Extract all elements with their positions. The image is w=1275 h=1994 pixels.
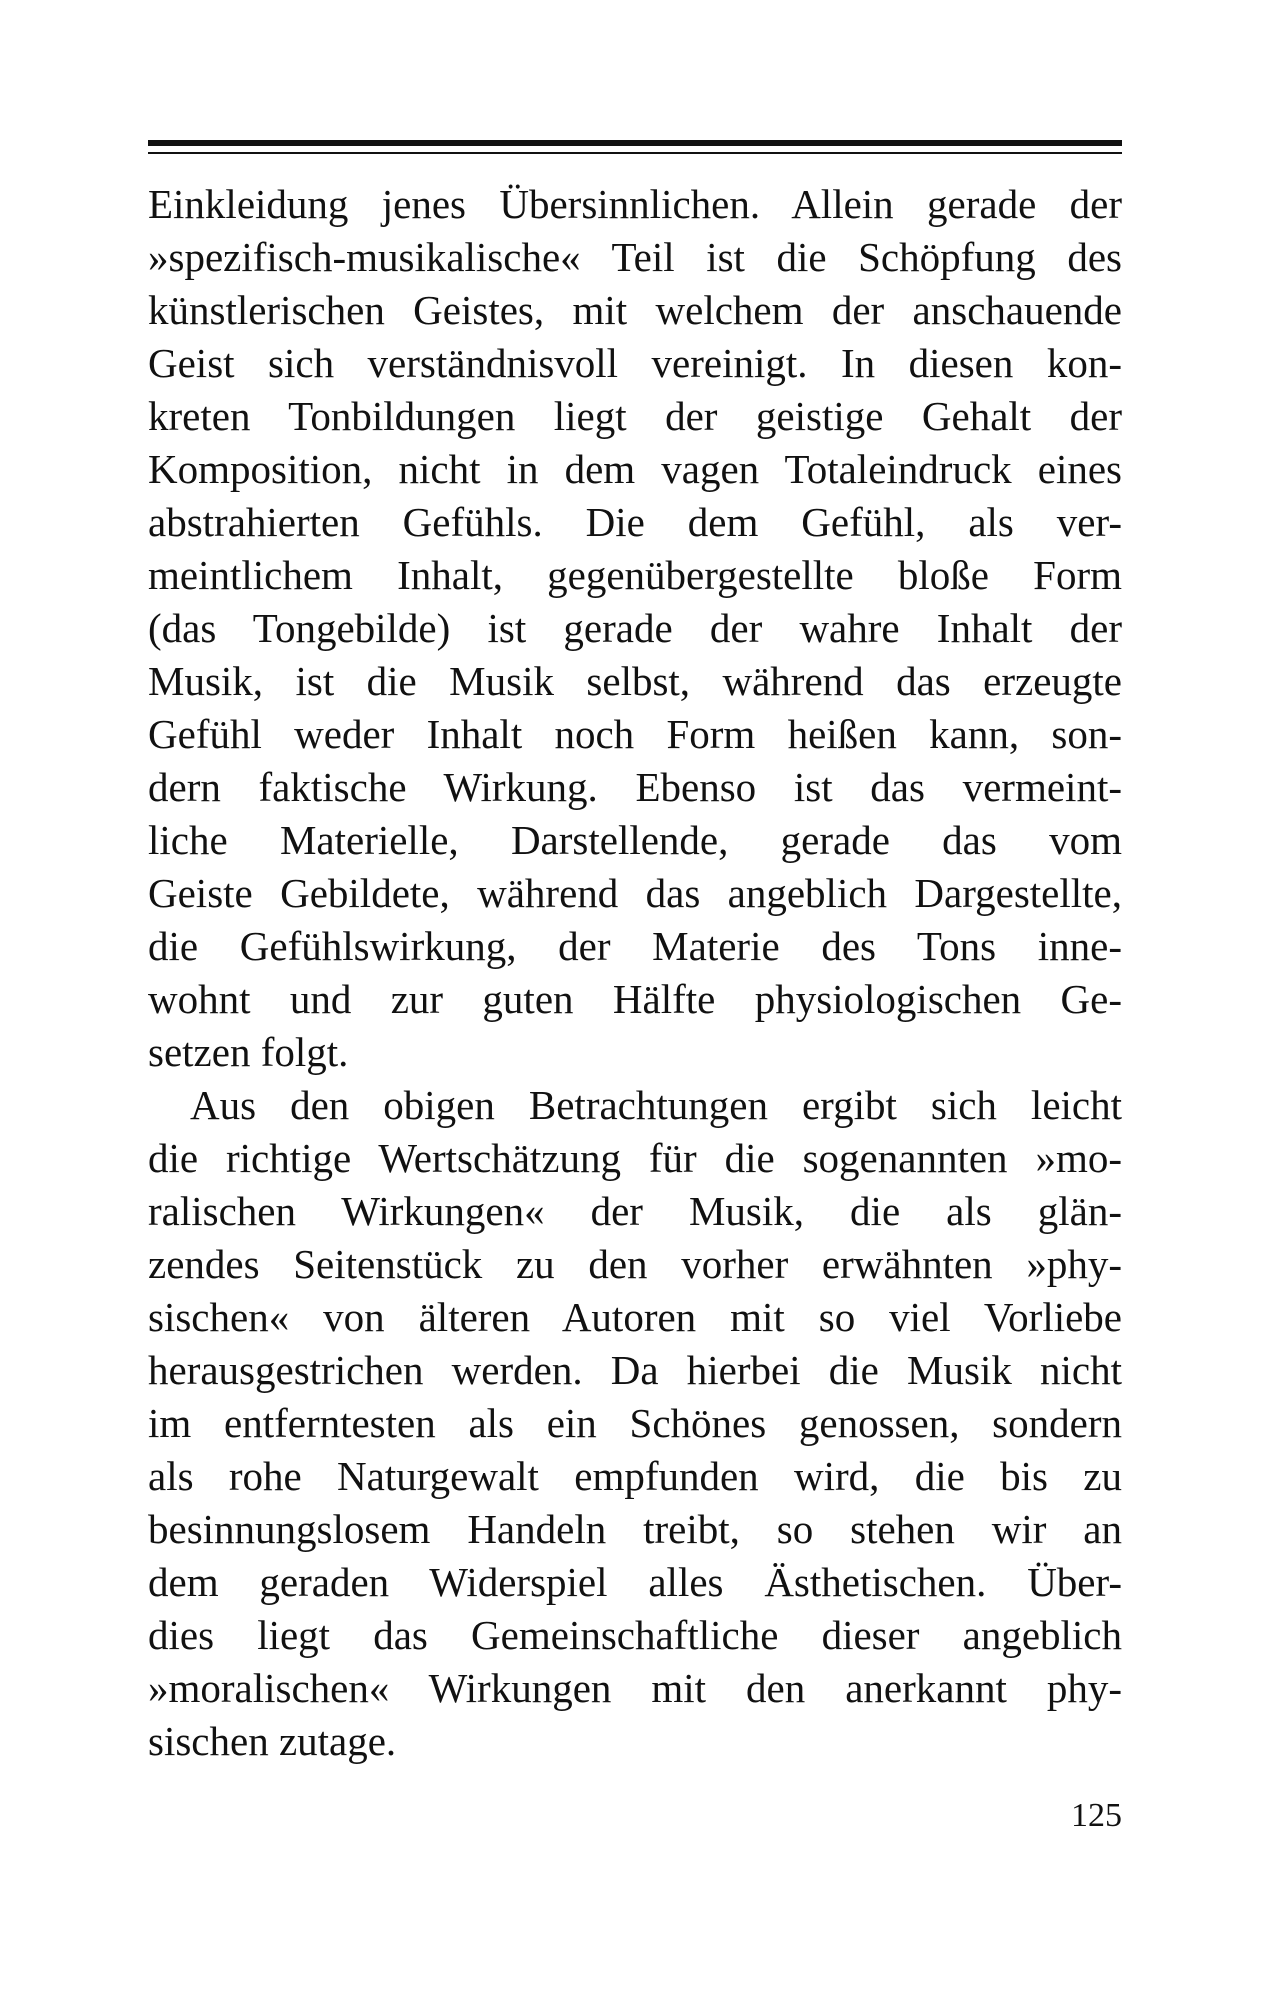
text-line: Gefühl weder Inhalt noch Form heißen kann, son- — [148, 711, 1122, 757]
text-line: setzen folgt. — [148, 1029, 349, 1075]
text-line: sischen« von älteren Autoren mit so viel Vorliebe — [148, 1294, 1122, 1340]
text-line: dem geraden Widerspiel alles Ästhetischen. Über- — [148, 1559, 1122, 1605]
text-line: zendes Seitenstück zu den vorher erwähnten »phy- — [148, 1241, 1122, 1287]
text-line: kreten Tonbildungen liegt der geistige Gehalt der — [148, 393, 1122, 439]
text-line: ralischen Wirkungen« der Musik, die als glän- — [148, 1188, 1122, 1234]
text-line: »spezifisch-musikalische« Teil ist die Schöpfung des — [148, 234, 1122, 280]
text-line: dies liegt das Gemeinschaftliche dieser angeblich — [148, 1612, 1122, 1658]
header-rule-thick — [148, 140, 1122, 146]
text-line: sischen zutage. — [148, 1718, 397, 1764]
text-line: Geist sich verständnisvoll vereinigt. In diesen kon- — [148, 340, 1122, 386]
body-text — [148, 178, 1122, 1768]
text-line: künstlerischen Geistes, mit welchem der anschauende — [148, 287, 1122, 333]
header-rule-thin — [148, 152, 1122, 154]
text-line: die Gefühlswirkung, der Materie des Tons inne- — [148, 923, 1122, 969]
text-line: meintlichem Inhalt, gegenübergestellte bloße Form — [148, 552, 1122, 598]
text-line: besinnungslosem Handeln treibt, so stehen wir an — [148, 1506, 1122, 1552]
text-line: Komposition, nicht in dem vagen Totaleindruck eines — [148, 446, 1122, 492]
page-number: 125 — [1071, 1797, 1122, 1834]
text-line: Einkleidung jenes Übersinnlichen. Allein gerade der — [148, 181, 1122, 227]
text-line: »moralischen« Wirkungen mit den anerkannt phy- — [148, 1665, 1122, 1711]
text-line: liche Materielle, Darstellende, gerade das vom — [148, 817, 1122, 863]
text-line: als rohe Naturgewalt empfunden wird, die bis zu — [148, 1453, 1122, 1499]
text-line: (das Tongebilde) ist gerade der wahre Inhalt der — [148, 605, 1122, 651]
text-line: wohnt und zur guten Hälfte physiologischen Ge- — [148, 976, 1122, 1022]
text-line: herausgestrichen werden. Da hierbei die Musik nicht — [148, 1347, 1122, 1393]
text-line: Musik, ist die Musik selbst, während das erzeugte — [148, 658, 1122, 704]
text-line: im entferntesten als ein Schönes genossen, sondern — [148, 1400, 1122, 1446]
paragraph-2 — [148, 1079, 1122, 1768]
text-line: abstrahierten Gefühls. Die dem Gefühl, als ver- — [148, 499, 1122, 545]
paragraph-1 — [148, 178, 1122, 1079]
text-line: dern faktische Wirkung. Ebenso ist das vermeint- — [148, 764, 1122, 810]
text-line: die richtige Wertschätzung für die sogenannten »mo- — [148, 1135, 1122, 1181]
text-line: Geiste Gebildete, während das angeblich Dargestellte, — [148, 870, 1122, 916]
text-line: Aus den obigen Betrachtungen ergibt sich leicht — [190, 1082, 1122, 1128]
